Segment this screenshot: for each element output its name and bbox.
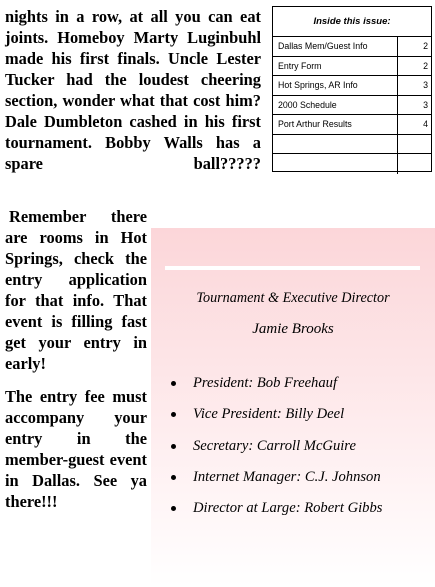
officer-item bbox=[167, 404, 382, 435]
officer-text: Secretary: Carroll McGuire bbox=[193, 437, 356, 454]
toc-row-name bbox=[273, 154, 398, 174]
bullet-icon bbox=[171, 506, 176, 511]
divider-rule bbox=[165, 266, 420, 270]
officer-list bbox=[167, 373, 382, 529]
article-paragraph-3: The entry fee must accompany your entry in the member-guest event in Dallas. See ya there!!! bbox=[5, 387, 147, 511]
toc-row[interactable] bbox=[273, 115, 431, 135]
director-title: Tournament & Executive Director bbox=[196, 290, 390, 306]
toc-row[interactable] bbox=[273, 57, 431, 77]
toc-row-page bbox=[398, 154, 431, 174]
toc-row-page: 2 bbox=[423, 60, 428, 71]
toc-row-name: Port Arthur Results bbox=[273, 115, 398, 134]
toc-row[interactable] bbox=[273, 96, 431, 116]
officer-item bbox=[167, 436, 382, 467]
toc-row[interactable] bbox=[273, 37, 431, 57]
toc-row-name: Dallas Mem/Guest Info bbox=[273, 37, 398, 56]
officer-text: Vice President: Billy Deel bbox=[193, 406, 345, 423]
bullet-icon bbox=[171, 475, 176, 480]
officer-text: Director at Large: Robert Gibbs bbox=[193, 500, 383, 517]
officer-item bbox=[167, 498, 382, 529]
officer-item bbox=[167, 467, 382, 498]
article-paragraph-2: Remember there are rooms in Hot Springs, check the entry application for that info. That event is filling fast get your entry in early! bbox=[5, 207, 147, 373]
inside-this-issue-box bbox=[272, 6, 432, 172]
toc-row-name: Hot Springs, AR Info bbox=[273, 76, 398, 95]
toc-row-name: Entry Form bbox=[273, 57, 398, 76]
bullet-icon bbox=[171, 444, 176, 449]
toc-row-name bbox=[273, 135, 398, 154]
toc-row-empty bbox=[273, 154, 431, 174]
officers-panel bbox=[151, 228, 435, 587]
bullet-icon bbox=[171, 381, 176, 386]
officer-text: President: Bob Freehauf bbox=[193, 375, 338, 391]
toc-row-name: 2000 Schedule bbox=[273, 96, 398, 115]
article-paragraph-1: nights in a row, at all you can eat joints. Homeboy Marty Luginbuhl made his first finals. Uncle Lester Tucker had the loudest cheering section, wonder what that cost him? Dale Dumbleton cashed in his first tournament. Bobby Walls has a spare ball????? bbox=[5, 7, 261, 173]
toc-row[interactable] bbox=[273, 76, 431, 96]
toc-row-page bbox=[398, 135, 431, 154]
toc-row-page: 4 bbox=[423, 119, 428, 129]
toc-row-page: 3 bbox=[423, 99, 428, 110]
toc-row-page: 2 bbox=[423, 41, 428, 51]
officer-item bbox=[167, 373, 382, 404]
bullet-icon bbox=[171, 412, 176, 417]
toc-row-empty bbox=[273, 135, 431, 155]
director-name: Jamie Brooks bbox=[252, 321, 334, 337]
toc-row-page: 3 bbox=[423, 80, 428, 90]
officer-text: Internet Manager: C.J. Johnson bbox=[193, 468, 381, 485]
toc-title: Inside this issue: bbox=[273, 7, 431, 37]
